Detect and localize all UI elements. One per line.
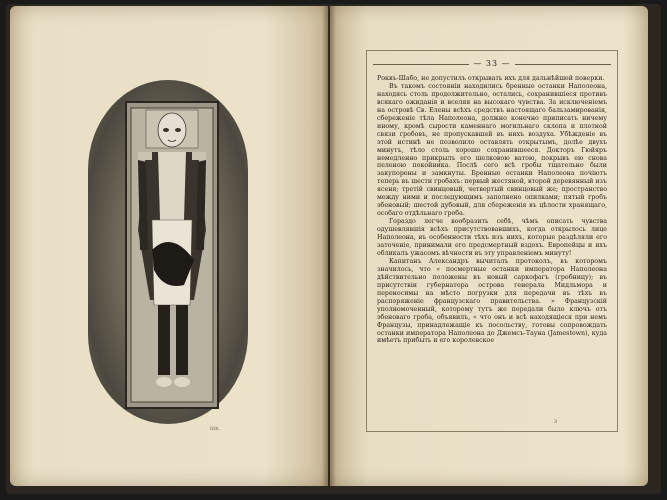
text-frame	[366, 50, 618, 432]
paragraph: Капитанъ Александръ вычиталъ протоколъ, въ которомъ значилось, что « посмертные останки императора Наполеона дѣйствительно положены въ новый саркофагъ (гробницу); въ присутствіи губернатора острова генерала Мидльмора и переносимы на мѣсто погрузки для передачи въ тѣхъ въ распоряженіе французскаго правительства. » Французскій уполномоченный, которому тутъ же передали было ключъ отъ эбеноваго гроба, объявилъ, « что онъ и всѣ находящіеся при немъ Французы, принадлежащіе къ посольству, готовы сопровождать останки императора Наполеона до Джемсъ-Тауна (Jamestown), куда имѣетъ прибыть и его королевское	[377, 257, 607, 345]
book-gutter	[322, 6, 336, 486]
page-body-text	[377, 75, 607, 345]
paragraph: Роквъ-Шабо, не допустилъ открывать ихъ для дальнѣйшей поверки.	[377, 75, 605, 82]
paragraph: Въ такомъ состояніи находились бренные останки Наполеона, находясь столь продолжительно, остались, сохранившіеся противъ всякаго ожиданія и вселяя на высокаго чувства. За исключеніемъ на островѣ Св. Елены всѣхъ средствъ настоящаго бальзамированія, сбереженіе тѣла Наполеона, должно конечно приписать ничему иному, кромѣ сырости каменнаго могильнаго склепа и плотной связи гробовъ, не пропускавшей въ нихъ воздуха. Убѣжденіе въ этой истинѣ не позволило оставлять открытымъ, долѣе двухъ минутъ, тѣло столь хорошо сохранившееся. Докторъ Гюйяръ немедленно прикрылъ его шелковою ватою, покрывъ ею снова пеленою покойника. Послѣ сего всѣ гробы тщательно были закупорены и замкнуты. Бренные останки Наполеона почіютъ теперь въ шести гробахъ: первый жестяной, второй деревянный изъ ясеня; третій свинцовый, четвертый свинцовый же; пространство между ними и последующимъ заполнено опилками; пятый гробъ эбеновый; шестой дубовый, для сбереженія въ цѣлости хранящаго, особаго отдѣльнаго гроба.	[377, 82, 607, 218]
napoleon-in-coffin-illustration	[124, 100, 220, 410]
plate-lithographer-mark: lith.	[210, 426, 221, 432]
paragraph: Гораздо легче вообразить себѣ, чѣмъ описать чувства одушевлявшія всѣхъ присутствовавшихъ, когда открылось лице Наполеона, въ особенности тѣхъ изъ нихъ, которые раздѣляли его заточеніе, принимали его предсмертный вздохъ. Европейцы и ихъ обликалъ ужасомъ вѣчности въ эту управленіемъ минуту!	[377, 218, 607, 257]
page-number: — 33 —	[367, 59, 617, 68]
left-page	[10, 6, 328, 486]
signature-mark: 3	[553, 419, 557, 425]
